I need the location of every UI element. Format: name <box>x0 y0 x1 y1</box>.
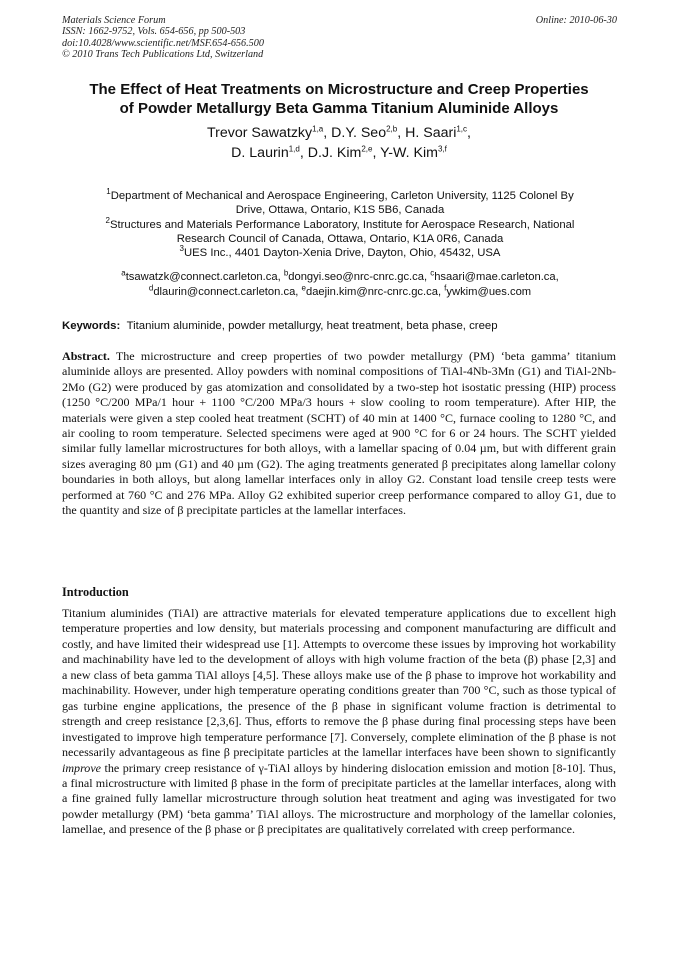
author-name: D.Y. Seo <box>331 125 387 141</box>
affiliation-sup: 3 <box>179 244 184 254</box>
abstract <box>62 349 616 518</box>
paper-title <box>60 80 618 118</box>
email-address: dlaurin@connect.carleton.ca, <box>153 286 302 298</box>
introduction-text-2: the primary creep resistance of γ-TiAl alloys by hindering dislocation emission and motion [8-10]. Thus, a final microstructure with limited β phase in the form of precipitate particles at the lamellar interfaces, along with a fine grained fully lamellar microstructure through solution heat treatment and aging was investigated for two powder metallurgy (PM) ‘beta gamma’ TiAl alloys. The microstructure and morphology of the lamellar colonies, lamellae, and presence of the β phase or β precipitates are qualitatively correlated with creep performance. <box>62 760 616 837</box>
affiliation-2-line-1 <box>62 215 618 232</box>
author-sup: 1,a <box>312 124 324 134</box>
author-list <box>60 123 618 163</box>
author-name: Trevor Sawatzky <box>207 125 313 141</box>
affiliation-text: UES Inc., 4401 Dayton-Xenia Drive, Dayton, Ohio, 45432, USA <box>183 247 501 260</box>
email-sup: b <box>283 268 289 278</box>
email-address: dongyi.seo@nrc-cnrc.gc.ca, <box>288 271 431 283</box>
title-line-2: of Powder Metallurgy Beta Gamma Titanium Aluminide Alloys <box>119 100 559 117</box>
doi-line: doi:10.4028/www.scientific.net/MSF.654-656.500 <box>62 37 264 49</box>
email-address: hsaari@mae.carleton.ca, <box>434 271 559 283</box>
author-name: D.J. Kim <box>307 145 362 161</box>
email-sup: e <box>301 283 306 293</box>
affiliation-2-line-2: Research Council of Canada, Ottawa, Ontario, K1A 0R6, Canada <box>176 232 504 245</box>
author-sup: 1,c <box>456 124 468 134</box>
issn-line: ISSN: 1662-9752, Vols. 654-656, pp 500-503 <box>62 26 246 38</box>
author-sup: 3,f <box>437 144 447 154</box>
author-sup: 1,d <box>288 144 300 154</box>
author-sep: , <box>397 125 406 141</box>
affiliations <box>62 189 618 260</box>
affiliation-1-line-2: Drive, Ottawa, Ontario, K1S 5B6, Canada <box>235 204 445 217</box>
author-sup: 2,b <box>386 124 398 134</box>
introduction-text-1: Titanium aluminides (TiAl) are attractive materials for elevated temperature applications due to excellent high temperature properties and low density, but materials processing and component manufacturing are difficult and costly, and have limited their widespread use [1]. Attempts to overcome these issues by improving hot workability and machinability have led to the development of alloys with high volume fraction of the beta (β) phase [2,3] and a new class of beta gamma TiAl alloys [4,5]. These alloys make use of the β phase to improve hot workability and machinability. However, under high temperature operating conditions greater than 700 °C, such as those typical of gas turbine engine applications, the presence of the β phase in significant volume fraction is detrimental to strength and creep resistance [2,3,6]. Thus, efforts to remove the β phase during final processing steps have been investigated to improve high temperature performance [7]. Conversely, complete elimination of the β phase is not necessarily advantageous as fine β precipitate particles at the lamellar interfaces have been shown to significantly <box>62 606 616 760</box>
author-name: H. Saari <box>405 125 457 141</box>
introduction-emphasis: improve <box>62 760 102 775</box>
journal-header <box>62 15 617 61</box>
author-sep: , <box>467 125 471 141</box>
email-sup: c <box>430 268 435 278</box>
email-line-1 <box>62 270 618 285</box>
email-line-2 <box>62 285 618 300</box>
author-name: Y-W. Kim <box>380 145 438 161</box>
online-date: Online: 2010-06-30 <box>535 15 617 26</box>
abstract-text: The microstructure and creep properties of two powder metallurgy (PM) ‘beta gamma’ titanium aluminide alloys are presented. Alloy powders with nominal compositions of TiAl-4Nb-3Mn (G1) and TiAl-2Nb-2Mo (G2) were produced by gas atomization and consolidated by a two-step hot isostatic pressing (HIP) process (1250 °C/200 MPa/1 hour + 1100 °C/200 MPa/3 hours + slow cooling to room temperature). After HIP, the materials were given a step cooled heat treatment (SCHT) of 40 min at 1400 °C, furnace cooling to 1280 °C, and air cooling to room temperature. Selected specimens were aged at 900 °C for 6 or 24 hours. The SCHT yielded similar fully lamellar microstructures for both alloys, with a lamellar spacing of 0.04 µm, but with different grain sizes averaging 80 µm (G1) and 40 µm (G2). The aging treatments generated β precipitates along lamellar colony boundaries in both alloys, but along lamellar interfaces only in alloy G2. Constant load tensile creep tests were performed at 760 °C and 276 MPa. Alloy G2 exhibited superior creep performance compared to alloy G1, due to the quantity and size of β precipitate particles at the lamellar interfaces. <box>62 349 617 518</box>
author-sep: , <box>323 125 332 141</box>
introduction-heading: Introduction <box>62 585 129 599</box>
affiliation-3-line-1 <box>62 246 618 260</box>
affiliation-1-line-1 <box>62 189 618 203</box>
keywords-text: Titanium aluminide, powder metallurgy, heat treatment, beta phase, creep <box>126 320 498 332</box>
introduction-body <box>62 606 616 838</box>
affiliation-sup: 1 <box>106 187 111 197</box>
author-name: D. Laurin <box>231 145 289 161</box>
email-sup: f <box>444 283 447 293</box>
author-sep: , <box>299 145 308 161</box>
keywords <box>62 319 618 333</box>
author-sep: , <box>372 145 381 161</box>
email-sup: a <box>121 268 126 278</box>
email-address: tsawatzk@connect.carleton.ca, <box>125 271 284 283</box>
title-line-1: The Effect of Heat Treatments on Microstructure and Creep Properties <box>89 81 589 98</box>
affiliation-text: Department of Mechanical and Aerospace Engineering, Carleton University, 1125 Colonel By <box>110 190 574 202</box>
affiliation-text: Structures and Materials Performance Laboratory, Institute for Aerospace Research, National <box>110 218 575 231</box>
affiliation-sup: 2 <box>105 215 110 225</box>
email-address: ywkim@ues.com <box>446 286 532 298</box>
copyright-line: © 2010 Trans Tech Publications Ltd, Switzerland <box>62 49 264 61</box>
email-list <box>62 270 618 300</box>
author-line-2 <box>60 143 618 163</box>
author-line-1 <box>60 123 618 143</box>
email-sup: d <box>148 283 154 293</box>
keywords-label: Keywords: <box>62 320 121 332</box>
journal-name: Materials Science Forum <box>62 15 166 26</box>
email-address: daejin.kim@nrc-cnrc.gc.ca, <box>305 286 445 298</box>
abstract-label: Abstract. <box>62 349 110 363</box>
author-sup: 2,e <box>361 144 373 154</box>
